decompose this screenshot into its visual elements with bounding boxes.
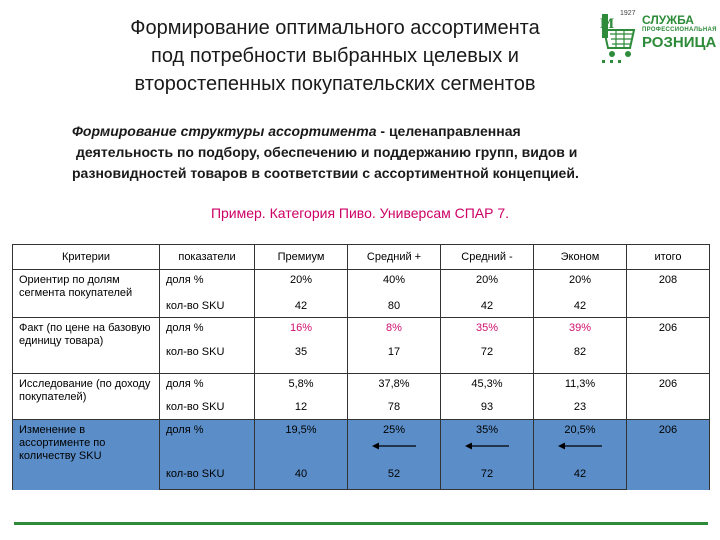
header-cell: показатели: [160, 245, 255, 270]
indicator-cell: доля %: [160, 270, 255, 296]
value-cell: 17: [348, 342, 441, 374]
left-arrow-icon: [372, 442, 416, 450]
header-cell: Средний +: [348, 245, 441, 270]
logo-line-2: ПРОФЕССИОНАЛЬНАЯ: [642, 27, 717, 33]
table-row: [13, 318, 710, 342]
value-cell: 35%: [441, 318, 534, 342]
value-text: 35%: [475, 424, 499, 436]
value-cell: 12: [255, 397, 348, 420]
value-cell: [441, 420, 534, 464]
header-cell: Средний -: [441, 245, 534, 270]
company-logo: [598, 8, 717, 68]
value-cell: 45,3%: [441, 374, 534, 397]
definition-term: Формирование структуры ассортимента: [72, 123, 377, 139]
criterion-cell: Изменение в ассортименте по количеству SKU: [13, 420, 160, 490]
definition-dash: - целенаправленная: [376, 123, 521, 139]
example-caption: Пример. Категория Пиво. Универсам СПАР 7.: [210, 205, 510, 221]
table-row: [13, 270, 710, 296]
value-cell: 42: [441, 296, 534, 318]
value-cell: 80: [348, 296, 441, 318]
value-cell: 72: [441, 342, 534, 374]
header-cell: Критерии: [13, 245, 160, 270]
definition-paragraph: [72, 121, 672, 184]
total-cell: 206: [627, 420, 710, 490]
table-row: [13, 420, 710, 464]
value-cell: 8%: [348, 318, 441, 342]
left-arrow-icon: [558, 442, 602, 450]
value-cell: 72: [441, 464, 534, 490]
title-line-3: второстепенных покупательских сегментов: [134, 73, 536, 95]
value-text: 20,5%: [564, 424, 596, 436]
left-arrow-icon: [465, 442, 509, 450]
svg-text:M: M: [600, 16, 615, 32]
criterion-cell: Факт (по цене на базовую единицу товара): [13, 318, 160, 374]
value-cell: [348, 420, 441, 464]
logo-line-3: РОЗНИЦА: [642, 34, 717, 51]
header-cell: Эконом: [534, 245, 627, 270]
value-cell: [534, 420, 627, 464]
header-cell: Премиум: [255, 245, 348, 270]
value-cell: 11,3%: [534, 374, 627, 397]
value-cell: 20%: [441, 270, 534, 296]
value-cell: 20%: [255, 270, 348, 296]
value-cell: 16%: [255, 318, 348, 342]
value-cell: 82: [534, 342, 627, 374]
logo-line-1: СЛУЖБА: [642, 13, 694, 27]
criterion-cell: Ориентир по долям сегмента покупателей: [13, 270, 160, 318]
indicator-cell: кол-во SKU: [160, 296, 255, 318]
value-cell: [255, 420, 348, 464]
value-cell: 5,8%: [255, 374, 348, 397]
shopping-cart-icon: [598, 10, 642, 66]
criterion-cell: Исследование (по доходу покупателей): [13, 374, 160, 420]
indicator-cell: кол-во SKU: [160, 342, 255, 374]
value-cell: 39%: [534, 318, 627, 342]
indicator-cell: кол-во SKU: [160, 464, 255, 490]
logo-text: [642, 14, 717, 51]
value-cell: 40%: [348, 270, 441, 296]
indicator-cell: доля %: [160, 420, 255, 464]
value-cell: 37,8%: [348, 374, 441, 397]
value-text: 25%: [382, 424, 406, 436]
total-cell: 206: [627, 318, 710, 374]
value-cell: 23: [534, 397, 627, 420]
total-cell: 208: [627, 270, 710, 318]
title-line-2: под потребности выбранных целевых и: [151, 45, 519, 67]
title-line-1: Формирование оптимального ассортимента: [130, 17, 540, 39]
value-text: 19,5%: [285, 424, 317, 436]
total-cell: 206: [627, 374, 710, 420]
definition-text: деятельность по подбору, обеспечению и поддержанию групп, видов и разновидностей товаров в соответствии с ассортиментной концепцией.: [72, 144, 579, 181]
table-header-row: [13, 245, 710, 270]
value-cell: 35: [255, 342, 348, 374]
value-cell: 42: [534, 296, 627, 318]
value-cell: 42: [534, 464, 627, 490]
value-cell: 40: [255, 464, 348, 490]
value-cell: 20%: [534, 270, 627, 296]
indicator-cell: кол-во SKU: [160, 397, 255, 420]
value-cell: 93: [441, 397, 534, 420]
indicator-cell: доля %: [160, 318, 255, 342]
value-cell: 42: [255, 296, 348, 318]
logo-year: 1927: [620, 10, 636, 17]
slide-title: [70, 14, 600, 98]
indicator-cell: доля %: [160, 374, 255, 397]
value-cell: 52: [348, 464, 441, 490]
assortment-table: [12, 244, 709, 488]
table-row: [13, 374, 710, 397]
value-cell: 78: [348, 397, 441, 420]
header-cell: итого: [627, 245, 710, 270]
footer-rule: [14, 522, 708, 525]
